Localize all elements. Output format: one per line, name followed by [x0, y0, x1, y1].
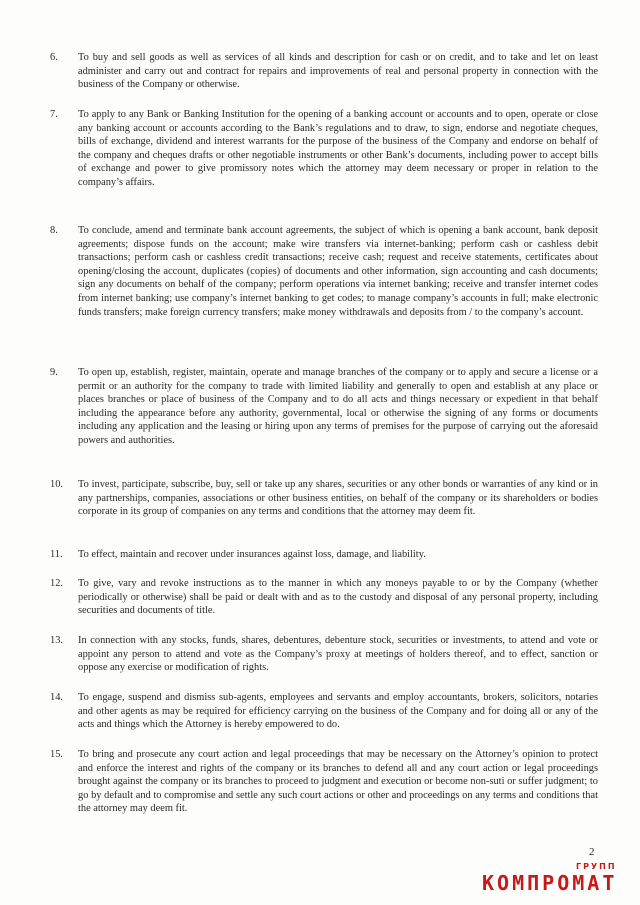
- clause-6: [50, 51, 598, 92]
- watermark-logo: КОМПРОМАТ: [482, 871, 618, 895]
- clause-number: 9.: [50, 367, 58, 378]
- clause-text: To give, vary and revoke instructions as to the manner in which any moneys payable to or by the Company (whether periodically or otherwise) shall be paid or dealt with and as to the custody and disposal of any personal property, including securities and documents of title.: [78, 578, 598, 617]
- clause-10: [50, 478, 598, 519]
- clause-13: [50, 634, 598, 675]
- clause-text: In connection with any stocks, funds, shares, debentures, debenture stock, securities or investments, to attend and vote or appoint any person to attend and vote as the Company’s proxy at meetings of holders thereof, and to effect, sanction or oppose any exercise or modification of rights.: [78, 635, 598, 674]
- clause-text: To buy and sell goods as well as services of all kinds and description for cash or on credit, and to take and let on least administer and carry out and contract for repairs and improvements of real and personal property in connection with the business of the Company or otherwise.: [78, 52, 598, 91]
- clause-number: 10.: [50, 479, 63, 490]
- clause-text: To apply to any Bank or Banking Institution for the opening of a banking account or accounts and to open, operate or close any banking account or accounts according to the Bank’s regulations and to draw, to sign, endorse and negotiate cheques, bills of exchange, dividend and interest warrants for the purpose of the business of the Company and endorse on behalf of the company and cheques drafts or other negotiable instruments or other Bank’s documents, including power to accept bills of exchange and power to give promissory notes which the attorney may deem necessary or proper in relation to the company’s affairs.: [78, 109, 598, 188]
- clause-number: 11.: [50, 549, 63, 560]
- clause-12: [50, 577, 598, 618]
- clause-14: [50, 691, 598, 732]
- clause-number: 13.: [50, 635, 63, 646]
- clause-text: To bring and prosecute any court action and legal proceedings that may be necessary on the Attorney’s opinion to protect and enforce the interest and rights of the company or its branches to defend all and any court action or legal proceedings brought against the company or its branches to proceed to judgment and execution or become non-suti or suffer judgment; to go by default and to compromise and settle any such court actions or other and proceedings on any terms and conditions that the attorney may deem fit.: [78, 749, 598, 815]
- clause-11: [50, 548, 598, 562]
- page-number: 2: [589, 846, 595, 858]
- clause-number: 6.: [50, 52, 58, 63]
- clause-text: To open up, establish, register, maintain, operate and manage branches of the company or to apply and secure a license or a permit or an authority for the company to trade with limited liability and generally to open and establish at any place or places branches or place of business of the Company and to do all acts and things necessary or expedient in that behalf including the appearance before any authority, governmental, local or otherwise the signing of any forms or documents including any application and the leasing or hiring upon any terms of premises for the purpose of carrying out the aforesaid powers and authorities.: [78, 367, 598, 446]
- clause-number: 15.: [50, 749, 63, 760]
- clause-number: 7.: [50, 109, 58, 120]
- clause-text: To effect, maintain and recover under insurances against loss, damage, and liability.: [78, 549, 426, 560]
- clause-number: 12.: [50, 578, 63, 589]
- clause-text: To invest, participate, subscribe, buy, sell or take up any shares, securities or any other bonds or warranties of any kind or in any partnerships, companies, associations or other business entities, on behalf of the company or its shareholders or bodies corporate in its group of companies on any terms and conditions that the attorney may deem fit.: [78, 479, 598, 518]
- clause-8: [50, 224, 598, 319]
- clause-7: [50, 108, 598, 190]
- clause-15: [50, 748, 598, 816]
- clause-number: 14.: [50, 692, 63, 703]
- clause-text: To conclude, amend and terminate bank account agreements, the subject of which is opening a bank account, bank deposit agreements; dispose funds on the account; make wire transfers via internet-banking; perform cash or cashless debit transactions; perform cash or cashless credit transactions; receive cash; request and receive statements, certificates about opening/closing the account, duplicates (copies) of documents and other information, sign accounting and cash documents; sign any documents on behalf of the company; perform operations via internet banking; receive and transfer internet codes from internet banking; use company’s internet banking to get codes; to manage company’s accounts in full; make electronic funds transfers; make foreign currency transfers; make money withdrawals and deposits from / to the company’s account.: [78, 225, 598, 318]
- clause-9: [50, 366, 598, 448]
- clause-text: To engage, suspend and dismiss sub-agents, employees and servants and employ accountants, brokers, solicitors, notaries and other agents as may be required for efficiency carrying on the business of the Company and for doing all or any of the acts and things which the Attorney is hereby empowered to do.: [78, 692, 598, 731]
- watermark-subtitle: ГРУПП: [576, 862, 617, 871]
- clause-number: 8.: [50, 225, 58, 236]
